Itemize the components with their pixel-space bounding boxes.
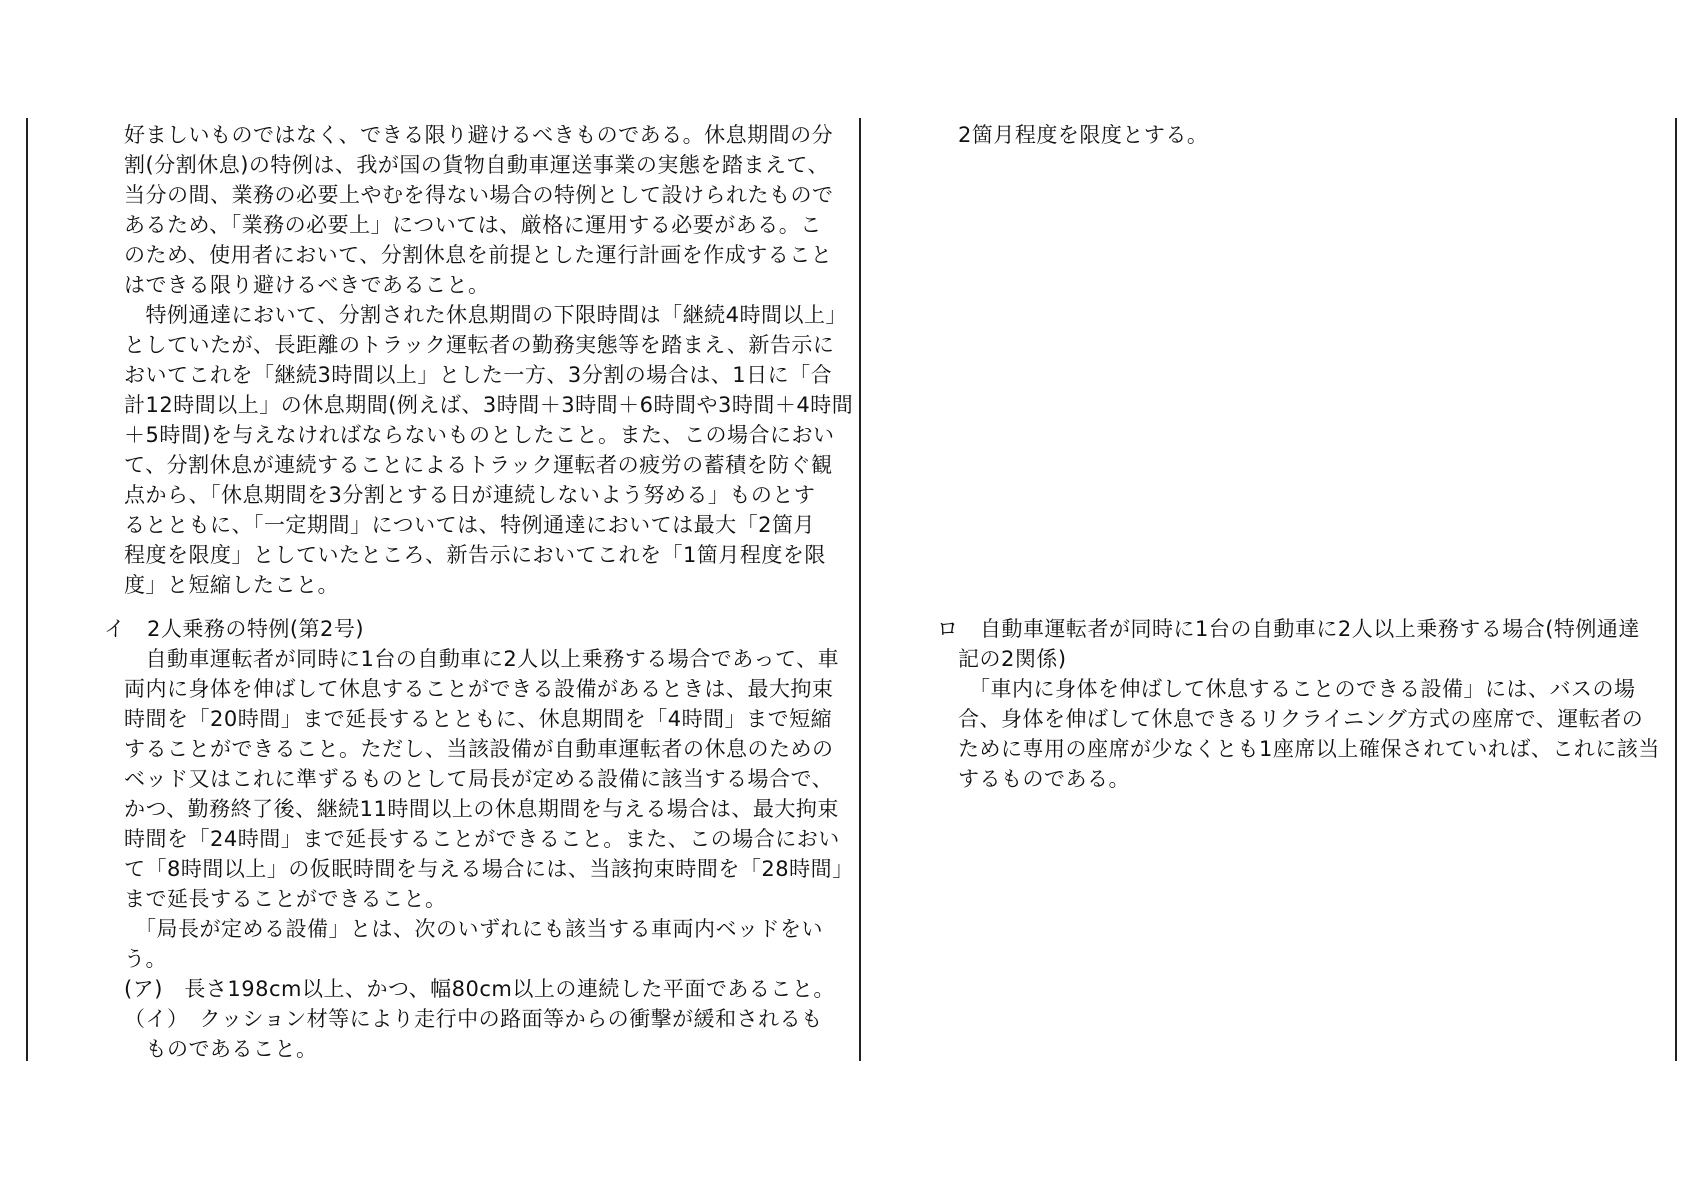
text-line: かつ、勤務終了後、継続11時間以上の休息期間を与える場合は、最大拘束	[124, 797, 839, 821]
section-ro-title: ロ 自動車運転者が同時に1台の自動車に2人以上乗務する場合(特例通達	[937, 617, 1640, 641]
text-line: 割(分割休息)の特例は、我が国の貨物自動車運送事業の実態を踏まえて、	[124, 153, 829, 177]
text-line: るとともに、「一定期間」については、特例通達においては最大「2箇月	[124, 513, 815, 537]
text-line: 当分の間、業務の必要上やむを得ない場合の特例として設けられたもので	[124, 183, 834, 207]
text-line: て「8時間以上」の仮眠時間を与える場合には、当該拘束時間を「28時間」	[124, 857, 854, 881]
text-line: 記の2関係)	[958, 647, 1067, 671]
text-line: はできる限り避けるべきであること。	[124, 273, 490, 297]
text-line: ベッド又はこれに準ずるものとして局長が定める設備に該当する場合で、	[124, 767, 834, 791]
text-line: 時間を「20時間」まで延長するとともに、休息期間を「4時間」まで短縮	[124, 707, 833, 731]
text-line: 自動車運転者が同時に1台の自動車に2人以上乗務する場合であって、車	[124, 647, 840, 671]
text-line: 度」と短縮したこと。	[124, 573, 339, 597]
left-column	[124, 120, 854, 600]
text-line: としていたが、長距離のトラック運転者の勤務実態等を踏まえ、新告示に	[124, 333, 835, 357]
text-line: 「車内に身体を伸ばして休息することのできる設備」には、バスの場	[958, 677, 1636, 701]
text-line: (ア) 長さ198cm以上、かつ、幅80cm以上の連続した平面であること。	[124, 977, 835, 1001]
text-line: あるため、「業務の必要上」については、厳格に運用する必要がある。こ	[124, 213, 822, 237]
text-line: 「局長が定める設備」とは、次のいずれにも該当する車両内ベッドをい	[124, 917, 823, 941]
right-column	[958, 120, 1688, 150]
text-line: ＋5時間)を与えなければならないものとしたこと。また、この場合におい	[124, 423, 835, 447]
text-line: 2箇月程度を限度とする。	[958, 123, 1209, 147]
text-line: 両内に身体を伸ばして休息することができる設備があるときは、最大拘束	[124, 677, 834, 701]
text-line: 計12時間以上」の休息期間(例えば、3時間＋3時間＋6時間や3時間＋4時間	[124, 393, 854, 417]
text-line: ために専用の座席が少なくとも1座席以上確保されていれば、これに該当	[958, 737, 1660, 761]
text-line: 特例通達において、分割された休息期間の下限時間は「継続4時間以上」	[124, 303, 847, 327]
text-line: （イ） クッション材等により走行中の路面等からの衝撃が緩和されるも	[124, 1007, 823, 1031]
text-line: て、分割休息が連続することによるトラック運転者の疲労の蓄積を防ぐ観	[124, 453, 833, 477]
section-i-body	[124, 644, 854, 1064]
section-i-title: イ 2人乗務の特例(第2号)	[104, 617, 365, 641]
text-line: 好ましいものではなく、できる限り避けるべきものである。休息期間の分	[124, 123, 834, 147]
left-border-line	[26, 118, 28, 1061]
text-line: するものである。	[958, 767, 1130, 791]
text-line: 程度を限度」としていたところ、新告示においてこれを「1箇月程度を限	[124, 543, 826, 567]
text-line: う。	[124, 947, 167, 971]
text-line: 点から、「休息期間を3分割とする日が連続しないよう努める」ものとす	[124, 483, 816, 507]
text-line: まで延長することができること。	[124, 887, 447, 911]
text-line: することができること。ただし、当該設備が自動車運転者の休息のための	[124, 737, 834, 761]
section-ro-body	[958, 644, 1688, 794]
text-line: 時間を「24時間」まで延長することができること。また、この場合におい	[124, 827, 840, 851]
text-line: ものであること。	[124, 1037, 318, 1061]
text-line: 合、身体を伸ばして休息できるリクライニング方式の座席で、運転者の	[958, 707, 1644, 731]
text-line: おいてこれを「継続3時間以上」とした一方、3分割の場合は、1日に「合	[124, 363, 833, 387]
right-border-line	[1675, 118, 1677, 1061]
text-line: のため、使用者において、分割休息を前提とした運行計画を作成すること	[124, 243, 833, 267]
column-divider-line	[859, 118, 861, 1061]
